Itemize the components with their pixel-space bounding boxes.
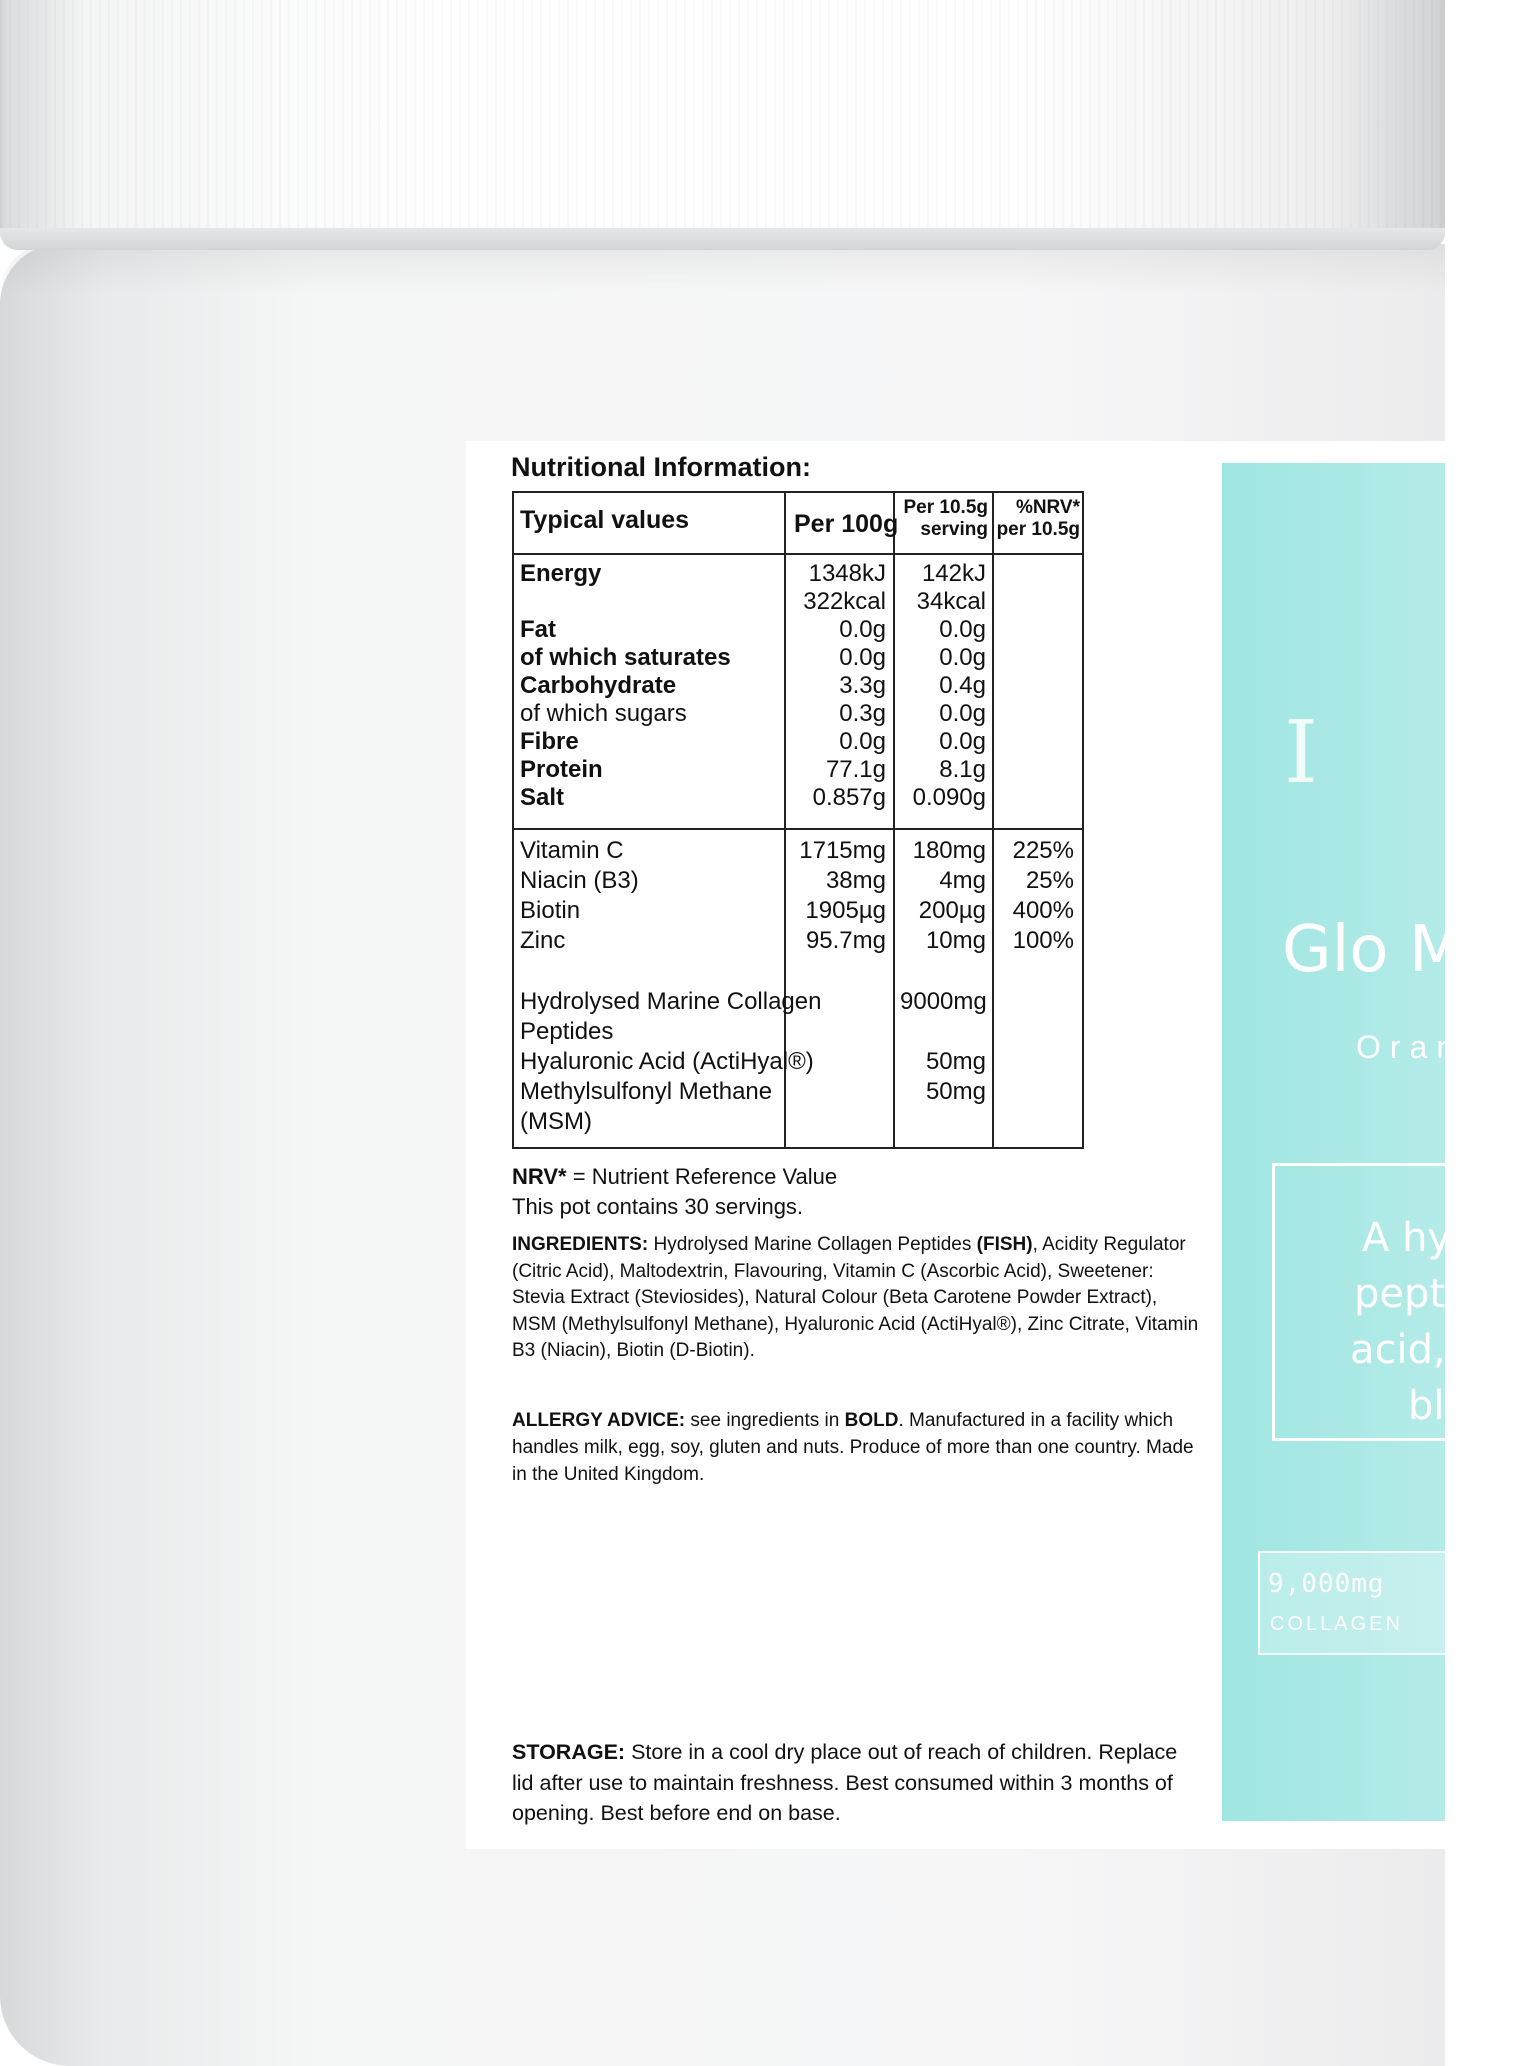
nutrient-label: Energy [520,560,602,587]
nutrient-perserving: 142kJ [921,560,986,587]
lid-lip [0,228,1445,250]
nutrient-per100: 322kcal [803,588,886,615]
header-nrv-line2: per 10.5g [996,519,1080,540]
active-label: Methylsulfonyl Methane [520,1078,773,1105]
header-divider [514,553,1082,555]
vitamin-per100: 95.7mg [805,927,886,954]
active-label: Hyaluronic Acid (ActiHyal®) [520,1048,814,1075]
nutrient-label: Fat [520,616,556,643]
allergy-part1: see ingredients in [685,1410,845,1431]
ingredients-text [512,1232,1202,1365]
vitamin-nrv: 400% [1012,897,1074,924]
vitamin-perserving: 200µg [918,897,986,924]
header-per-serving [900,497,988,541]
header-per-100g: Per 100g [794,510,899,538]
header-typical-values: Typical values [520,506,690,534]
ingredients-part1: Hydrolysed Marine Collagen Peptides [648,1234,977,1255]
vitamin-label: Niacin (B3) [520,867,639,894]
vitamin-label: Vitamin C [520,837,624,864]
lid-ridges [0,0,1445,228]
vitamin-perserving: 4mg [939,867,986,894]
description-line: acid, [1350,1327,1446,1373]
nutrient-per100: 77.1g [825,756,886,783]
flavour-name: Oran [1356,1029,1464,1065]
allergy-part2: . Manufactured in a facility which handles milk, egg, soy, gluten and nuts. Produce of more than one country. Made in the United Kingdom. [512,1410,1194,1485]
vitamin-label: Biotin [520,897,581,924]
nutrient-per100: 0.0g [839,644,886,671]
active-value: 9000mg [900,988,987,1015]
vitamin-perserving: 10mg [925,927,986,954]
ingredients-allergen: (FISH) [976,1234,1033,1255]
ingredients-heading: INGREDIENTS: [512,1234,649,1255]
nrv-definition: = Nutrient Reference Value [566,1164,838,1189]
nutrition-table [512,491,1084,1149]
nutrient-per100: 1348kJ [808,560,886,587]
active-value: 50mg [925,1078,986,1105]
nutrient-perserving: 0.090g [912,784,986,811]
allergy-text [512,1407,1202,1488]
nutrient-label: Carbohydrate [520,672,677,699]
nutrient-perserving: 0.4g [939,672,986,699]
nutrient-label: of which sugars [520,700,687,727]
nutrient-perserving: 34kcal [916,588,986,615]
header-per-serving-line2: serving [920,519,988,540]
active-label: Hydrolysed Marine Collagen [520,988,822,1015]
active-value: 50mg [925,1048,986,1075]
allergy-bold-word: BOLD [844,1410,899,1431]
column-divider [893,493,895,1149]
product-name: Glo M [1282,913,1465,987]
brand-logo-fragment: I [1284,703,1318,803]
storage-text [512,1737,1202,1829]
nutrient-per100: 0.3g [839,700,886,727]
vitamin-nrv: 225% [1012,837,1074,864]
servings-note: This pot contains 30 servings. [512,1194,804,1219]
jar-lid [0,0,1445,250]
vitamin-per100: 1905µg [805,897,886,924]
nutrient-per100: 0.857g [812,784,886,811]
jar-shoulder [0,244,1445,294]
nutrient-label: Protein [520,756,603,783]
vitamin-per100: 1715mg [799,837,886,864]
nutrient-perserving: 0.0g [939,700,986,727]
vitamin-nrv: 100% [1012,927,1074,954]
nutrient-perserving: 8.1g [939,756,986,783]
description-line: A hy [1362,1215,1452,1261]
nutrient-per100: 0.0g [839,616,886,643]
nrv-note [512,1162,837,1222]
vitamin-nrv: 25% [1025,867,1074,894]
nutrient-per100: 3.3g [839,672,886,699]
nrv-abbrev: NRV* [512,1164,567,1189]
badge-value: 9,000mg [1268,1569,1385,1599]
column-divider [992,493,994,1149]
collagen-badge [1258,1551,1462,1655]
vitamin-label: Zinc [520,927,566,954]
description-line: pepti [1354,1271,1457,1317]
vitamin-perserving: 180mg [912,837,986,864]
nutrient-label: Salt [520,784,565,811]
description-line: bl [1408,1383,1445,1429]
header-nrv-line1: %NRV* [1015,497,1080,518]
storage-body: Store in a cool dry place out of reach of children. Replace lid after use to maintain freshness. Best consumed within 3 months of opening. Best before end on base. [512,1740,1178,1825]
allergy-heading: ALLERGY ADVICE: [512,1410,686,1431]
nutrient-perserving: 0.0g [939,644,986,671]
nutrient-per100: 0.0g [839,728,886,755]
nutrient-perserving: 0.0g [939,616,986,643]
header-nrv [996,497,1080,541]
nutrient-label: of which saturates [520,644,731,671]
nutrition-title: Nutritional Information: [511,452,811,482]
nutrient-perserving: 0.0g [939,728,986,755]
storage-heading: STORAGE: [512,1740,626,1764]
front-panel [1222,463,1465,1821]
vitamin-per100: 38mg [825,867,886,894]
badge-label: COLLAGEN [1270,1613,1403,1635]
ingredients-part2: , Acidity Regulator (Citric Acid), Maltodextrin, Flavouring, Vitamin C (Ascorbic Acid), Sweetener: Stevia Extract (Steviosides), Natural Colour (Beta Carotene Powder Extract), MSM (Methylsulfonyl Methane), Hyaluronic Acid (ActiHyal®), Zinc Citrate, Vitamin B3 (Niacin), Biotin (D-Biotin). [512,1234,1199,1361]
nutrient-label: Fibre [520,728,579,755]
active-label: (MSM) [520,1108,592,1135]
section-divider [514,828,1082,830]
header-per-serving-line1: Per 10.5g [903,497,988,518]
active-label: Peptides [520,1018,614,1045]
